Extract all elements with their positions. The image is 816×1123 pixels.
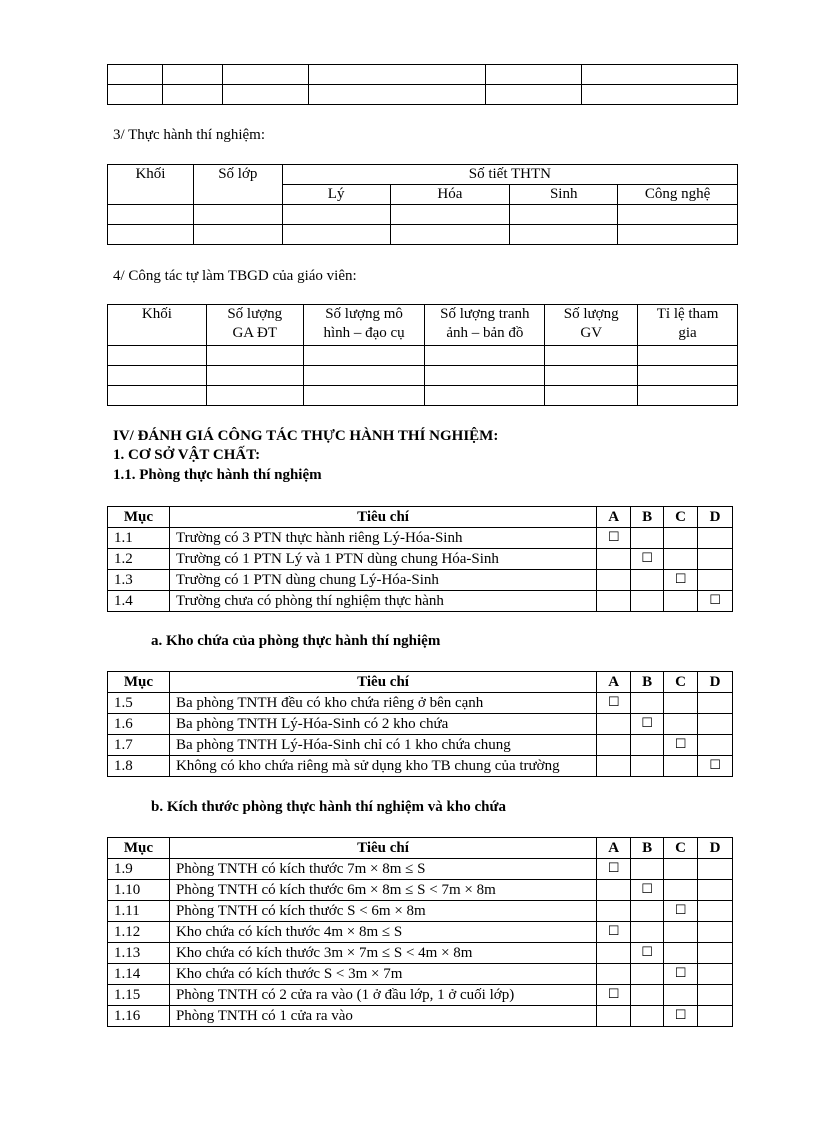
grade-cell-d bbox=[698, 714, 733, 735]
grade-cell-b bbox=[631, 880, 664, 901]
grade-cell-c bbox=[664, 859, 698, 880]
grade-cell-a bbox=[597, 901, 631, 922]
subsection-b-heading: b. Kích thước phòng thực hành thí nghiệm và kho chứa bbox=[151, 799, 506, 815]
table-row bbox=[108, 85, 738, 105]
grade-cell-d bbox=[698, 528, 733, 549]
checkbox-icon: ☐ bbox=[607, 987, 620, 1002]
grade-cell-c bbox=[664, 964, 698, 985]
grade-cell-b bbox=[631, 714, 664, 735]
checkbox-icon: ☐ bbox=[641, 882, 653, 897]
checkbox-icon: ☐ bbox=[641, 551, 653, 566]
row-criterion: Phòng TNTH có 1 cửa ra vào bbox=[169, 1006, 596, 1027]
grade-cell-d bbox=[698, 1006, 733, 1027]
col-khoi-header: Khối bbox=[108, 165, 194, 205]
checkbox-icon: ☐ bbox=[674, 572, 687, 587]
col-solop-header: Số lớp bbox=[193, 165, 282, 205]
header-row bbox=[108, 838, 733, 859]
col-a-header: A bbox=[597, 507, 631, 528]
row-number: 1.10 bbox=[108, 880, 170, 901]
col-a-header: A bbox=[597, 838, 631, 859]
col-ly-header: Lý bbox=[282, 185, 390, 205]
row-criterion: Phòng TNTH có kích thước 7m × 8m ≤ S bbox=[169, 859, 596, 880]
grade-cell-d bbox=[698, 943, 733, 964]
checkbox-icon: ☐ bbox=[674, 903, 687, 918]
grade-cell-b bbox=[631, 756, 664, 777]
grade-cell-c bbox=[664, 735, 698, 756]
row-number: 1.16 bbox=[108, 1006, 170, 1027]
grade-cell-a bbox=[597, 943, 631, 964]
table-row bbox=[108, 528, 733, 549]
col-d-header: D bbox=[698, 507, 733, 528]
grade-cell-d bbox=[698, 549, 733, 570]
grade-cell-a bbox=[597, 859, 631, 880]
teacher-equipment-table bbox=[107, 304, 738, 406]
grade-cell-b bbox=[631, 591, 664, 612]
table-row bbox=[108, 1006, 733, 1027]
grade-cell-b bbox=[631, 1006, 664, 1027]
grade-cell-c bbox=[664, 693, 698, 714]
col-sotiet-header: Số tiết THTN bbox=[282, 165, 737, 185]
table-row bbox=[108, 943, 733, 964]
col-gv-header: Số lượng GV bbox=[545, 305, 638, 346]
header-row bbox=[108, 507, 733, 528]
table-row bbox=[108, 964, 733, 985]
criteria-table-storage bbox=[107, 671, 733, 777]
table-row bbox=[108, 549, 733, 570]
header-row bbox=[108, 672, 733, 693]
grade-cell-a bbox=[597, 1006, 631, 1027]
col-b-header: B bbox=[631, 507, 664, 528]
col-d-header: D bbox=[698, 672, 733, 693]
grade-cell-b bbox=[631, 922, 664, 943]
checkbox-icon: ☐ bbox=[641, 716, 653, 731]
section-1-heading: 1. CƠ SỞ VẬT CHẤT: bbox=[113, 447, 261, 463]
table-row bbox=[108, 859, 733, 880]
row-number: 1.6 bbox=[108, 714, 170, 735]
table-row bbox=[108, 922, 733, 943]
row-number: 1.8 bbox=[108, 756, 170, 777]
grade-cell-d bbox=[698, 756, 733, 777]
section-iv-heading: IV/ ĐÁNH GIÁ CÔNG TÁC THỰC HÀNH THÍ NGHIỆM: bbox=[113, 428, 499, 444]
section-3-heading: 3/ Thực hành thí nghiệm: bbox=[113, 127, 265, 143]
grade-cell-a bbox=[597, 985, 631, 1006]
checkbox-icon: ☐ bbox=[709, 593, 721, 608]
row-number: 1.15 bbox=[108, 985, 170, 1006]
grade-cell-b bbox=[631, 943, 664, 964]
row-number: 1.9 bbox=[108, 859, 170, 880]
grade-cell-c bbox=[664, 528, 698, 549]
row-number: 1.7 bbox=[108, 735, 170, 756]
row-number: 1.5 bbox=[108, 693, 170, 714]
section-4-heading: 4/ Công tác tự làm TBGD của giáo viên: bbox=[113, 268, 357, 284]
row-number: 1.2 bbox=[108, 549, 170, 570]
row-criterion: Ba phòng TNTH đều có kho chứa riêng ở bên cạnh bbox=[169, 693, 596, 714]
grade-cell-d bbox=[698, 591, 733, 612]
row-criterion: Ba phòng TNTH Lý-Hóa-Sinh có 2 kho chứa bbox=[169, 714, 596, 735]
col-hoa-header: Hóa bbox=[390, 185, 510, 205]
table-row bbox=[108, 901, 733, 922]
col-tranh-anh-header: Số lượng tranh ảnh – bản đồ bbox=[425, 305, 545, 346]
row-criterion: Trường chưa có phòng thí nghiệm thực hành bbox=[169, 591, 596, 612]
row-criterion: Ba phòng TNTH Lý-Hóa-Sinh chỉ có 1 kho chứa chung bbox=[169, 735, 596, 756]
col-b-header: B bbox=[631, 672, 664, 693]
row-number: 1.3 bbox=[108, 570, 170, 591]
criteria-table-lab-rooms bbox=[107, 506, 733, 612]
col-ga-dt-header: Số lượng GA ĐT bbox=[206, 305, 303, 346]
grade-cell-b bbox=[631, 735, 664, 756]
grade-cell-d bbox=[698, 859, 733, 880]
row-criterion: Trường có 1 PTN Lý và 1 PTN dùng chung Hóa-Sinh bbox=[169, 549, 596, 570]
table-row bbox=[108, 570, 733, 591]
col-muc-header: Mục bbox=[108, 507, 170, 528]
grade-cell-c bbox=[664, 570, 698, 591]
col-c-header: C bbox=[664, 838, 698, 859]
col-b-header: B bbox=[631, 838, 664, 859]
col-muc-header: Mục bbox=[108, 672, 170, 693]
col-ti-le-header: Tỉ lệ tham gia bbox=[638, 305, 738, 346]
checkbox-icon: ☐ bbox=[607, 695, 620, 710]
col-congnghe-header: Công nghệ bbox=[618, 185, 738, 205]
col-khoi-header: Khối bbox=[108, 305, 207, 346]
table-row bbox=[108, 65, 738, 85]
table-row bbox=[108, 225, 738, 245]
row-number: 1.12 bbox=[108, 922, 170, 943]
row-number: 1.11 bbox=[108, 901, 170, 922]
col-muc-header: Mục bbox=[108, 838, 170, 859]
checkbox-icon: ☐ bbox=[674, 1008, 687, 1023]
checkbox-icon: ☐ bbox=[607, 861, 620, 876]
subsection-a-heading: a. Kho chứa của phòng thực hành thí nghiệm bbox=[151, 633, 441, 649]
table-row bbox=[108, 985, 733, 1006]
checkbox-icon: ☐ bbox=[674, 966, 687, 981]
row-criterion: Phòng TNTH có kích thước S < 6m × 8m bbox=[169, 901, 596, 922]
grade-cell-b bbox=[631, 549, 664, 570]
grade-cell-b bbox=[631, 528, 664, 549]
grade-cell-a bbox=[597, 964, 631, 985]
col-c-header: C bbox=[664, 507, 698, 528]
grade-cell-d bbox=[698, 922, 733, 943]
grade-cell-a bbox=[597, 591, 631, 612]
col-mo-hinh-header: Số lượng mô hình – đạo cụ bbox=[303, 305, 425, 346]
grade-cell-c bbox=[664, 591, 698, 612]
grade-cell-c bbox=[664, 549, 698, 570]
grade-cell-c bbox=[664, 901, 698, 922]
checkbox-icon: ☐ bbox=[607, 924, 620, 939]
grade-cell-a bbox=[597, 693, 631, 714]
col-tieuchi-header: Tiêu chí bbox=[169, 507, 596, 528]
row-number: 1.4 bbox=[108, 591, 170, 612]
grade-cell-d bbox=[698, 985, 733, 1006]
row-criterion: Trường có 1 PTN dùng chung Lý-Hóa-Sinh bbox=[169, 570, 596, 591]
table-row bbox=[108, 756, 733, 777]
col-tieuchi-header: Tiêu chí bbox=[169, 672, 596, 693]
row-criterion: Trường có 3 PTN thực hành riêng Lý-Hóa-Sinh bbox=[169, 528, 596, 549]
checkbox-icon: ☐ bbox=[607, 530, 620, 545]
section-1-1-heading: 1.1. Phòng thực hành thí nghiệm bbox=[113, 467, 322, 483]
col-sinh-header: Sinh bbox=[510, 185, 618, 205]
row-number: 1.13 bbox=[108, 943, 170, 964]
grade-cell-d bbox=[698, 880, 733, 901]
grade-cell-d bbox=[698, 735, 733, 756]
practice-experiment-table bbox=[107, 164, 738, 245]
table-row bbox=[108, 693, 733, 714]
grade-cell-b bbox=[631, 901, 664, 922]
grade-cell-b bbox=[631, 985, 664, 1006]
grade-cell-a bbox=[597, 756, 631, 777]
grade-cell-a bbox=[597, 880, 631, 901]
grade-cell-c bbox=[664, 756, 698, 777]
col-d-header: D bbox=[698, 838, 733, 859]
row-number: 1.14 bbox=[108, 964, 170, 985]
top-partial-table bbox=[107, 64, 738, 105]
row-criterion: Phòng TNTH có 2 cửa ra vào (1 ở đầu lớp, 1 ở cuối lớp) bbox=[169, 985, 596, 1006]
table-row bbox=[108, 880, 733, 901]
col-tieuchi-header: Tiêu chí bbox=[169, 838, 596, 859]
grade-cell-c bbox=[664, 943, 698, 964]
table-row bbox=[108, 591, 733, 612]
grade-cell-d bbox=[698, 901, 733, 922]
grade-cell-d bbox=[698, 570, 733, 591]
grade-cell-a bbox=[597, 735, 631, 756]
grade-cell-c bbox=[664, 1006, 698, 1027]
grade-cell-a bbox=[597, 549, 631, 570]
table-row bbox=[108, 346, 738, 366]
table-row bbox=[108, 714, 733, 735]
grade-cell-b bbox=[631, 693, 664, 714]
table-row bbox=[108, 735, 733, 756]
criteria-table-dimensions bbox=[107, 837, 733, 1027]
checkbox-icon: ☐ bbox=[641, 945, 653, 960]
row-number: 1.1 bbox=[108, 528, 170, 549]
grade-cell-c bbox=[664, 922, 698, 943]
grade-cell-a bbox=[597, 570, 631, 591]
checkbox-icon: ☐ bbox=[709, 758, 721, 773]
row-criterion: Kho chứa có kích thước 4m × 8m ≤ S bbox=[169, 922, 596, 943]
row-criterion: Phòng TNTH có kích thước 6m × 8m ≤ S < 7m × 8m bbox=[169, 880, 596, 901]
grade-cell-a bbox=[597, 922, 631, 943]
grade-cell-c bbox=[664, 714, 698, 735]
table-row bbox=[108, 205, 738, 225]
grade-cell-b bbox=[631, 859, 664, 880]
row-criterion: Kho chứa có kích thước 3m × 7m ≤ S < 4m × 8m bbox=[169, 943, 596, 964]
grade-cell-d bbox=[698, 693, 733, 714]
col-a-header: A bbox=[597, 672, 631, 693]
grade-cell-a bbox=[597, 528, 631, 549]
grade-cell-b bbox=[631, 570, 664, 591]
col-c-header: C bbox=[664, 672, 698, 693]
grade-cell-b bbox=[631, 964, 664, 985]
row-criterion: Không có kho chứa riêng mà sử dụng kho TB chung của trường bbox=[169, 756, 596, 777]
grade-cell-a bbox=[597, 714, 631, 735]
grade-cell-c bbox=[664, 985, 698, 1006]
checkbox-icon: ☐ bbox=[674, 737, 687, 752]
grade-cell-d bbox=[698, 964, 733, 985]
row-criterion: Kho chứa có kích thước S < 3m × 7m bbox=[169, 964, 596, 985]
table-row bbox=[108, 386, 738, 406]
table-row bbox=[108, 366, 738, 386]
grade-cell-c bbox=[664, 880, 698, 901]
